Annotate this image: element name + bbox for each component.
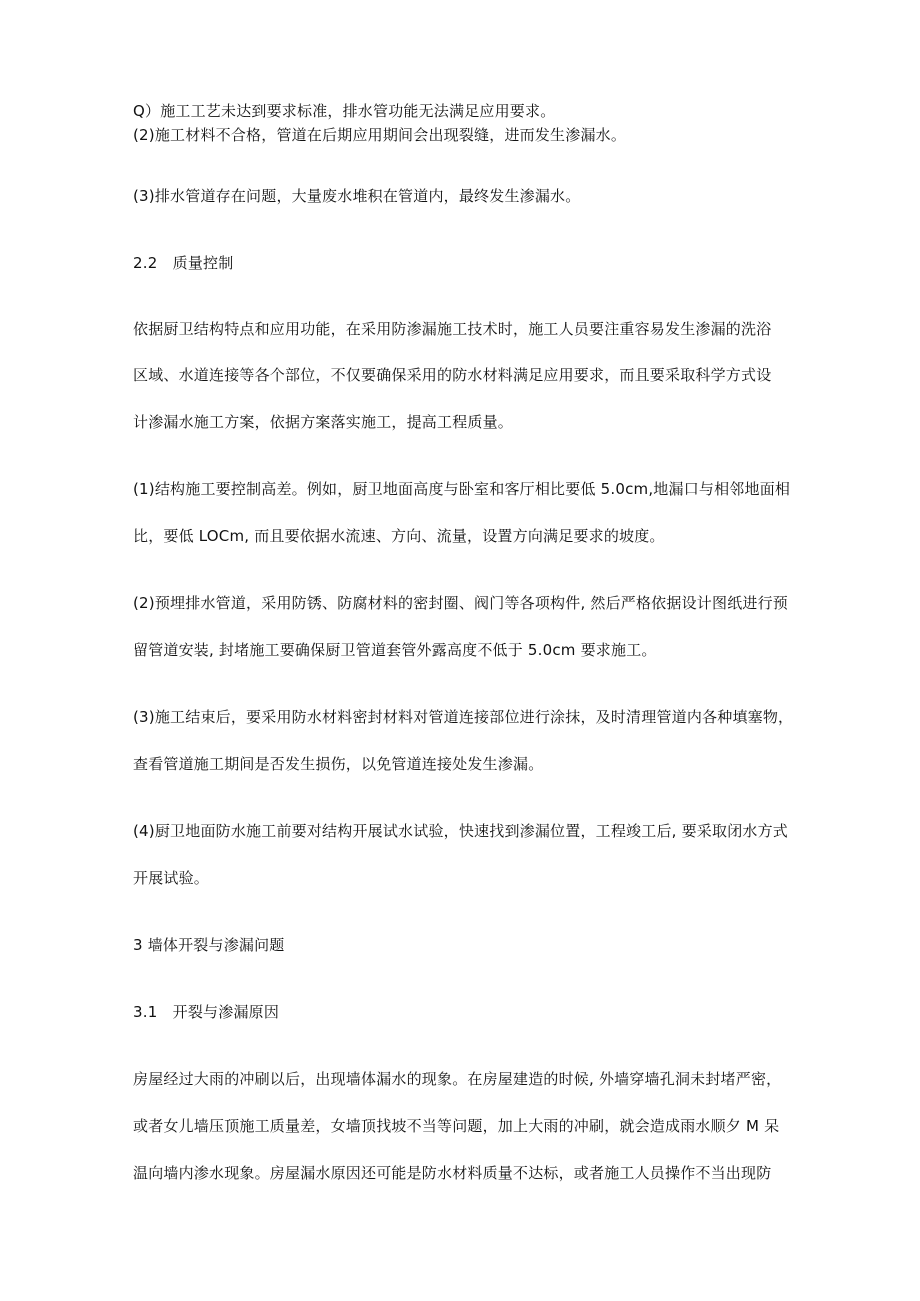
- text-line-12: (3)施工结束后，要采用防水材料密封材料对管道连接部位进行涂抹，及时清理管道内各种填塞物，: [133, 708, 794, 726]
- text-line-19: 或者女儿墙压顶施工质量差，女墙顶找坡不当等问题，加上大雨的冲刷，就会造成雨水顺夕 M 呆: [133, 1117, 780, 1135]
- text-line-2: (2)施工材料不合格，管道在后期应用期间会出现裂缝，进而发生渗漏水。: [133, 126, 627, 144]
- text-line-6: 区域、水道连接等各个部位，不仅要确保采用的防水材料满足应用要求，而且要采取科学方式设: [133, 366, 772, 384]
- text-line-20: 温向墙内渗水现象。房屋漏水原因还可能是防水材料质量不达标，或者施工人员操作不当出现防: [133, 1164, 772, 1182]
- text-line-18: 房屋经过大雨的冲刷以后，出现墙体漏水的现象。在房屋建造的时候, 外墙穿墙孔洞未封堵严密，: [133, 1070, 782, 1088]
- text-line-3: (3)排水管道存在问题，大量废水堆积在管道内，最终发生渗漏水。: [133, 187, 581, 205]
- text-line-11: 留管道安装, 封堵施工要确保厨卫管道套管外露高度不低于 5.0cm 要求施工。: [133, 641, 657, 659]
- text-line-13: 查看管道施工期间是否发生损伤，以免管道连接处发生渗漏。: [133, 755, 544, 773]
- section-heading-2-2: 2.2 质量控制: [133, 254, 234, 272]
- text-line-8: (1)结构施工要控制高差。例如，厨卫地面高度与卧室和客厅相比要低 5.0cm,地漏口与相邻地面相: [133, 480, 791, 498]
- text-line-7: 计渗漏水施工方案，依据方案落实施工，提高工程质量。: [133, 413, 514, 431]
- text-line-1: Q）施工工艺未达到要求标准，排水管功能无法满足应用要求。: [133, 102, 556, 120]
- text-line-5: 依据厨卫结构特点和应用功能，在采用防渗漏施工技术时，施工人员要注重容易发生渗漏的洗浴: [133, 320, 772, 338]
- text-line-14: (4)厨卫地面防水施工前要对结构开展试水试验，快速找到渗漏位置，工程竣工后, 要采取闭水方式: [133, 822, 788, 840]
- text-line-15: 开展试验。: [133, 869, 210, 887]
- section-heading-3-1: 3.1 开裂与渗漏原因: [133, 1003, 280, 1021]
- text-line-10: (2)预埋排水管道，采用防锈、防腐材料的密封圈、阀门等各项构件, 然后严格依据设计图纸进行预: [133, 594, 788, 612]
- text-line-9: 比，要低 LOCm, 而且要依据水流速、方向、流量，设置方向满足要求的坡度。: [133, 527, 665, 545]
- section-heading-3: 3 墙体开裂与渗漏问题: [133, 936, 285, 954]
